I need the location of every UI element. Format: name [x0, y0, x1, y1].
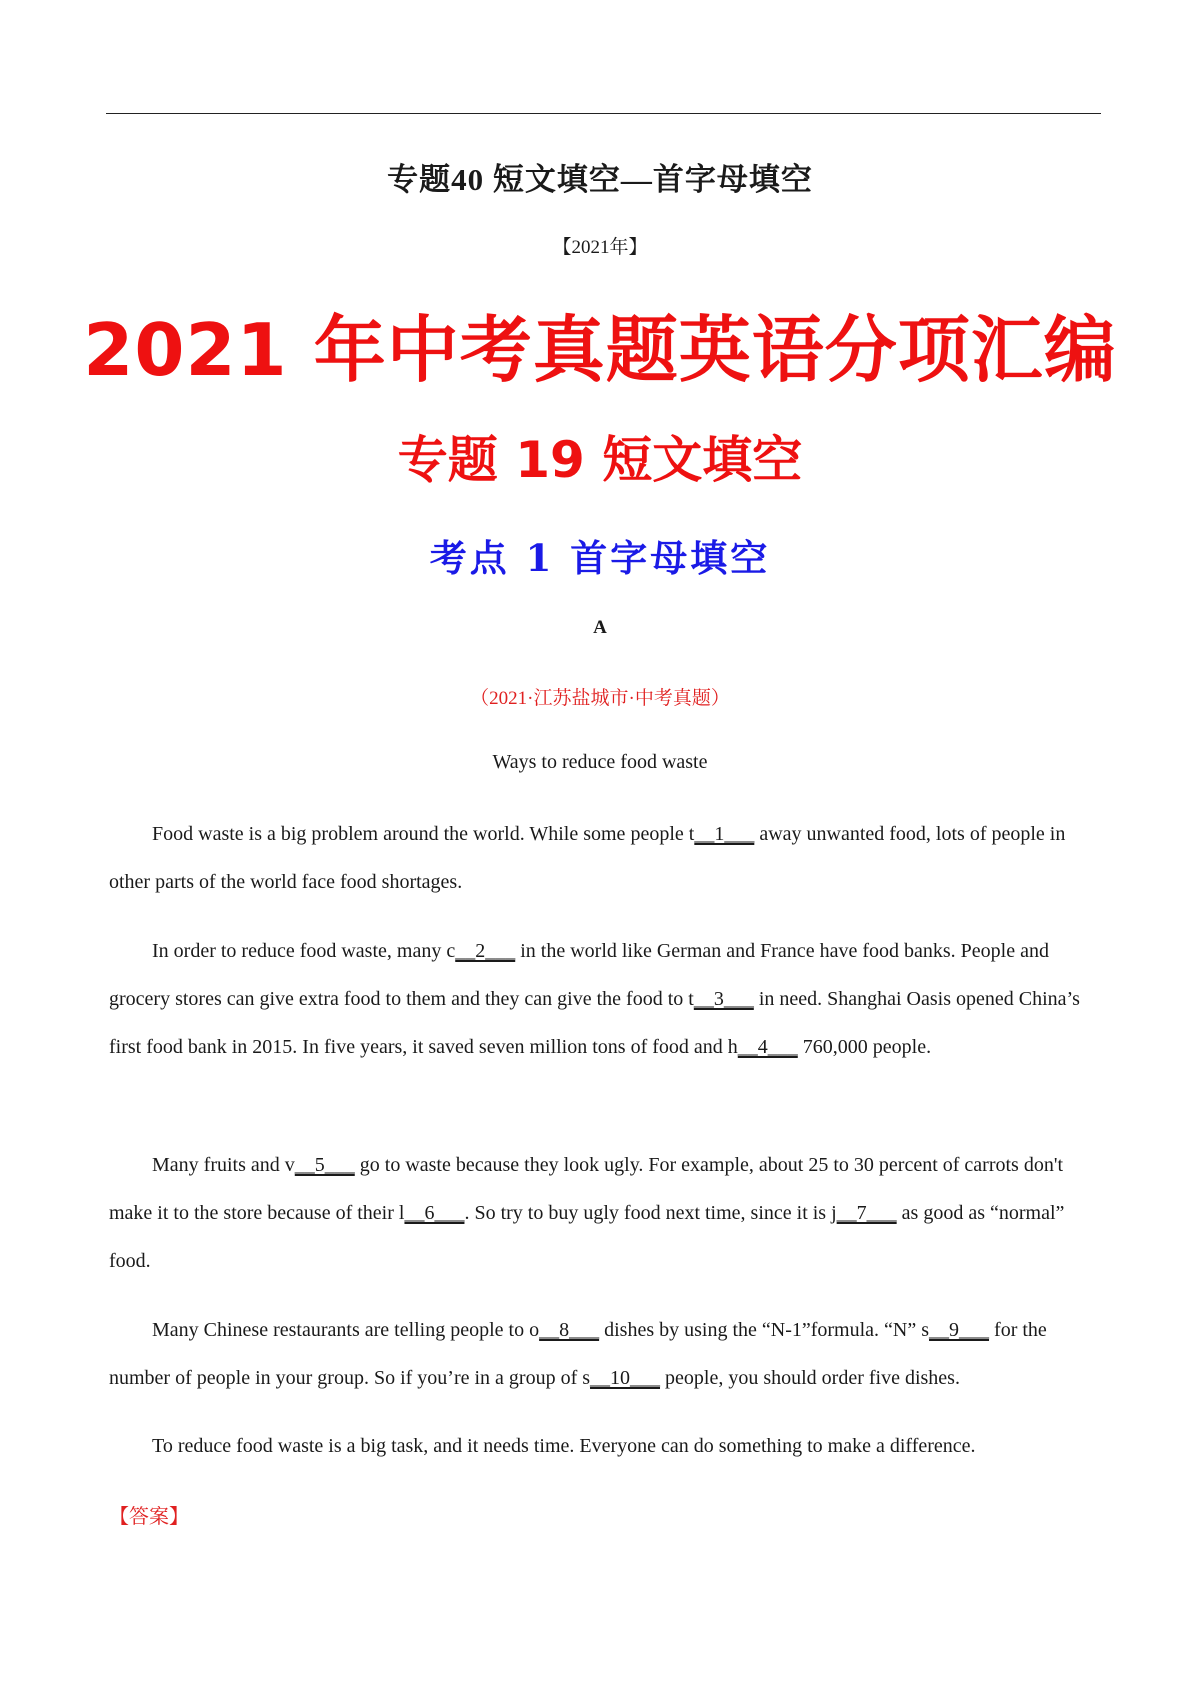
exam-point-title: 考点 1 首字母填空 [429, 536, 771, 580]
banner-title: 2021 年中考真题英语分项汇编 [83, 308, 1117, 392]
passage-paragraph-1 [109, 810, 1101, 906]
paragraph-text: away unwanted food, lots of people in other parts of the world face food shortages. [109, 823, 1066, 893]
paragraph-text: In order to reduce food waste, many c [152, 940, 456, 962]
passage-paragraph-3 [109, 1141, 1101, 1285]
blank-4: __4___ [737, 1036, 798, 1058]
header-rule [106, 113, 1101, 114]
passage-paragraph-2 [109, 927, 1101, 1071]
blank-3: __3___ [693, 988, 754, 1010]
blank-9: __9___ [929, 1319, 990, 1341]
blank-7: __7___ [836, 1202, 897, 1224]
paragraph-text: . So try to buy ugly food next time, since it is j [464, 1202, 837, 1224]
blank-10: __10___ [590, 1367, 661, 1389]
year-tag: 【2021年】 [552, 237, 648, 258]
paragraph-text: in need. Shanghai Oasis opened China’s first food bank in 2015. In five years, it saved seven million tons of food and h [109, 988, 1080, 1058]
blank-2: __2___ [455, 940, 516, 962]
paragraph-text: To reduce food waste is a big task, and it needs time. Everyone can do something to make a difference. [152, 1435, 976, 1457]
section-letter: A [593, 617, 607, 638]
paragraph-text: 760,000 people. [797, 1036, 932, 1058]
paragraph-text: go to waste because they look ugly. For example, about 25 to 30 percent of carrots don't make it to the store because of their l [109, 1154, 1063, 1224]
blank-6: __6___ [404, 1202, 465, 1224]
paragraph-text: Many fruits and v [152, 1154, 295, 1176]
passage-source: （2021·江苏盐城市·中考真题） [470, 688, 730, 709]
answer-label: 【答案】 [109, 1506, 189, 1528]
paragraph-text: people, you should order five dishes. [660, 1367, 960, 1389]
passage-paragraph-4 [109, 1306, 1101, 1402]
blank-1: __1___ [694, 823, 755, 845]
blank-5: __5___ [294, 1154, 355, 1176]
topic-title: 专题40 短文填空—首字母填空 [387, 162, 813, 197]
paragraph-text: Food waste is a big problem around the world. While some people t [152, 823, 695, 845]
paragraph-text: for the number of people in your group. So if you’re in a group of s [109, 1319, 1047, 1389]
paragraph-text: Many Chinese restaurants are telling people to o [152, 1319, 540, 1341]
passage-paragraph-5 [109, 1422, 1101, 1470]
passage-title: Ways to reduce food waste [492, 751, 708, 773]
banner-subtitle: 专题 19 短文填空 [397, 431, 803, 489]
paragraph-text: as good as “normal” food. [109, 1202, 1065, 1272]
paragraph-text: in the world like German and France have food banks. People and grocery stores can give extra food to them and they can give the food to t [109, 940, 1049, 1010]
blank-8: __8___ [539, 1319, 600, 1341]
paragraph-text: dishes by using the “N-1”formula. “N” s [599, 1319, 930, 1341]
